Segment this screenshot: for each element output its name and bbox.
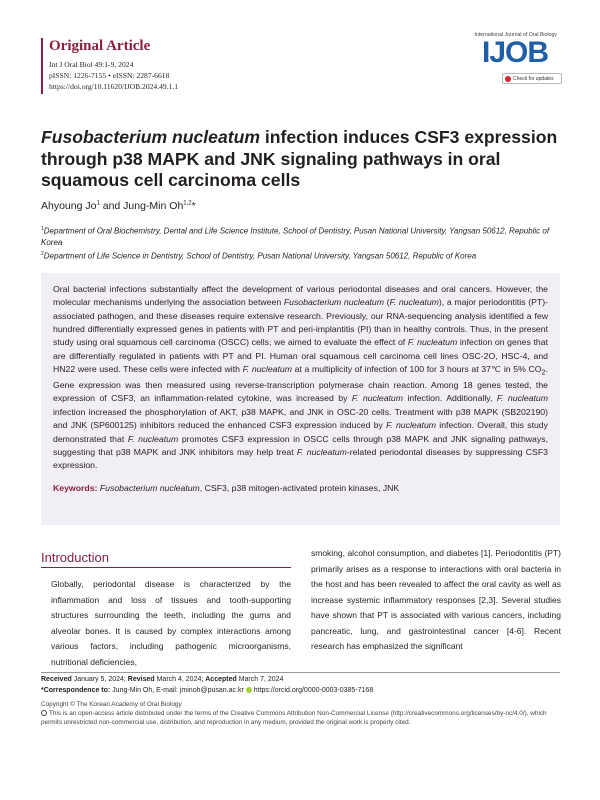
issn: pISSN: 1226-7155 • eISSN: 2287-6618 — [49, 71, 170, 80]
affiliation-text: Department of Oral Biochemistry, Dental and Life Science Institute, School of Dentistry, Pusan National University, Yangsan 50612, Republic of Korea — [41, 226, 550, 247]
article-type: Original Article — [49, 38, 151, 54]
received-date: January 5, 2024; — [71, 676, 128, 683]
affiliations — [41, 224, 561, 262]
keywords-text — [100, 483, 399, 493]
accepted-label: Accepted — [205, 676, 237, 683]
body-column-left: Globally, periodontal disease is characterized by the inflammation and loss of tissues and tooth-supporting structures surrounding the teeth, including the gums and alveolar bones. It is caused by complex interactions among various factors, including pathogenic microorganisms, nutritional deficiencies, — [51, 579, 291, 667]
title-species: Fusobacterium nucleatum — [41, 127, 260, 147]
correspondence-label: *Correspondence to: — [41, 686, 111, 694]
author-affiliation-mark: 1,2 — [183, 200, 192, 207]
article-dates — [41, 675, 560, 686]
correspondence-email: Jung-Min Oh, E-mail: jminoh@pusan.ac.kr — [110, 686, 246, 694]
received-label: Received — [41, 676, 72, 683]
orcid-icon — [246, 687, 252, 693]
affiliation-number: 2 — [41, 250, 44, 257]
author-affiliation-mark: 1 — [96, 200, 100, 207]
title-rest: infection induces CSF3 expression through p38 MAPK and JNK signaling pathways in oral squamous cell carcinoma cells — [41, 127, 558, 190]
abstract-species: F. nucleatum — [296, 446, 347, 457]
copyright: Copyright © The Korean Academy of Oral Biology — [41, 701, 182, 708]
keywords — [53, 482, 548, 494]
abstract-segment: ( — [384, 297, 390, 308]
abstract-species: F. nucleatum — [351, 393, 404, 404]
doi-link[interactable]: https://doi.org/10.11620/IJOB.2024.49.1.1 — [49, 82, 179, 91]
keywords-label: Keywords: — [53, 482, 98, 493]
abstract-species: F. nucleatum — [496, 393, 548, 404]
check-updates-button[interactable] — [502, 73, 562, 84]
author-separator: and — [99, 200, 124, 212]
keyword-species: Fusobacterium nucleatum — [99, 482, 200, 493]
affiliation-number: 1 — [41, 226, 44, 232]
abstract-segment: infection. Overall, this study demonstrated that — [53, 420, 548, 444]
abstract-text — [53, 283, 548, 473]
affiliation — [41, 249, 561, 262]
abstract-segment: promotes CSF3 expression in OSCC cells through p38 MAPK and JNK signaling pathways, suggesting that p38 MAPK and JNK inhibitors may help treat — [53, 433, 548, 457]
article-dates-footer — [41, 675, 560, 696]
body-column-right: smoking, alcohol consumption, and diabetes [1]. Periodontitis (PT) primarily arises as a response to interactions with oral bacteria in the host and has been revealed to affect the oral cavity as well as increase systemic inflammatory responses [2,3]. Several studies have shown that PT is associated with various cancers, including pancreatic, lung, and gastrointestinal cancer [4-6]. Recent research has emphasized the significant — [311, 548, 561, 651]
revised-date: March 4, 2024; — [154, 676, 206, 683]
abstract-segment: . Gene expression was then measured using reverse-transcription polymerase chain reaction. Among 18 genes tested, the expression of CSF3, an inflammation-related cytokine, was increased by — [53, 364, 548, 404]
journal-logo: IJOB — [482, 36, 549, 69]
accepted-date: March 7, 2024 — [236, 676, 284, 683]
abstract-segment: at a multiplicity of infection of 100 for 3 hours at 37℃ in 5% CO — [291, 364, 542, 375]
journal-name: International Journal of Oral Biology — [474, 32, 557, 38]
footer-divider — [41, 672, 560, 673]
abstract-species: F. nucleatum — [242, 364, 292, 375]
license — [41, 709, 560, 727]
abstract-species: F. nucleatum — [386, 420, 437, 431]
affiliation-text: Department of Life Science in Dentistry, School of Dentistry, Pusan National University, Yangsan 50612, Republic of Korea — [43, 251, 477, 261]
article-title — [41, 127, 561, 192]
keyword-list: , CSF3, p38 mitogen-activated protein kinases, JNK — [199, 482, 400, 493]
abstract-subscript: 2 — [541, 367, 546, 377]
abstract-species: F. nucleatum — [389, 297, 439, 308]
abstract-segment: infection. Additionally, — [403, 393, 497, 404]
correspondence — [41, 686, 560, 697]
revised-label: Revised — [127, 676, 155, 683]
citation: Int J Oral Biol 49:1-9, 2024 — [49, 60, 134, 69]
header-accent-bar — [41, 38, 43, 94]
section-heading-introduction: Introduction — [41, 550, 109, 565]
section-heading-underline — [41, 567, 291, 568]
abstract-species: F. nucleatum — [407, 337, 458, 348]
orcid-link[interactable]: https://orcid.org/0000-0003-0385-7168 — [253, 686, 374, 694]
abstract-species: F. nucleatum — [127, 433, 179, 444]
abstract-segment: ), a major periodontitis (PT)-associated pathogen, and these diseases require extensive research. Previously, our RNA-sequencing analysis identified a few hundred differentially expressed genes in patients with PT and peri-implantitis (PI) than in healthy controls. Thus, in the present study using oral squamous cell carcinoma (OSCC) cells, we aimed to evaluate the effect of — [53, 297, 549, 348]
abstract-segment: infection on genes that are differentially regulated in patients with PT and PI. Human oral squamous cell carcinoma cell lines OSC-2O, HSC-4, and HN22 were used. These cells were infected with — [53, 337, 548, 375]
affiliation — [41, 224, 561, 248]
author-list — [41, 200, 196, 212]
abstract-segment: -related periodontal diseases by suppressing CSF3 expression. — [53, 446, 548, 471]
author-name: Jung-Min Oh — [123, 200, 184, 212]
citation-block — [49, 59, 178, 92]
copyright-block — [41, 700, 560, 727]
abstract-box — [41, 273, 560, 525]
abstract-segment: Oral bacterial infections substantially affect the development of various periodontal diseases and oral cancers. However, the molecular mechanisms underlying the association between — [53, 284, 548, 308]
abstract-species: Fusobacterium nucleatum — [283, 297, 385, 308]
corresponding-mark: * — [191, 200, 196, 212]
abstract-segment: infection increased the phosphorylation of AKT, p38 MAPK, and JNK in OSC-20 cells. Treatment with p38 MAPK (SB202190) and JNK (SP600125) inhibitors reduced the enhanced CSF3 expression induced by — [53, 406, 548, 431]
author-name: Ahyoung Jo — [41, 200, 97, 212]
license-text: This is an open-access article distributed under the terms of the Creative Commons Attribution Non-Commercial License (http://creativecommons.org/licenses/by-nc/4.0/), which permits unrestricted non-commercial use, distribution, and reproduction in any medium, provided the original work is properly cited. — [41, 710, 547, 726]
creative-commons-icon — [41, 710, 47, 716]
check-updates-label: Check for updates — [513, 76, 554, 82]
check-updates-icon — [505, 76, 511, 82]
